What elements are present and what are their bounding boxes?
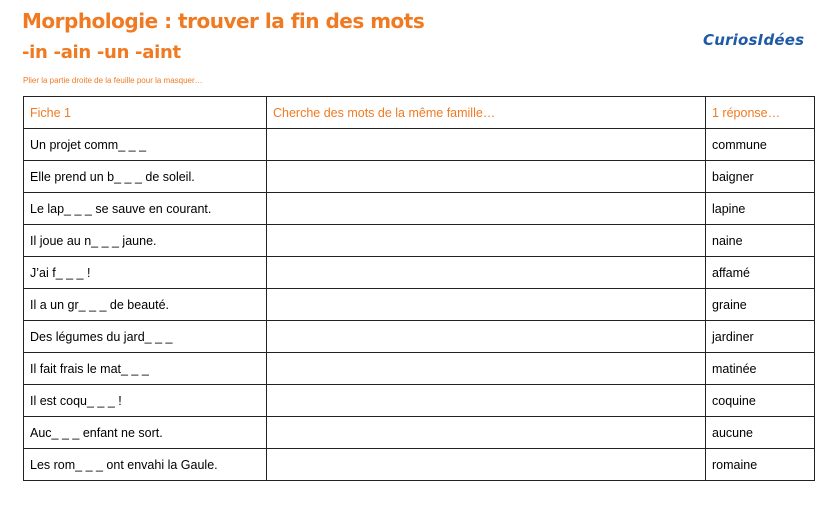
word-family-cell <box>267 193 706 225</box>
table-row <box>24 321 815 353</box>
table-row <box>24 225 815 257</box>
word-family-cell <box>267 385 706 417</box>
table-row <box>24 129 815 161</box>
word-family-cell <box>267 257 706 289</box>
sentence-cell: Le lap_ _ _ se sauve en courant. <box>24 193 267 225</box>
header-word-family: Cherche des mots de la même famille… <box>267 97 706 129</box>
answer-cell: romaine <box>706 449 815 481</box>
answer-cell: jardiner <box>706 321 815 353</box>
sentence-cell: Des légumes du jard_ _ _ <box>24 321 267 353</box>
sentence-cell: Les rom_ _ _ ont envahi la Gaule. <box>24 449 267 481</box>
table-row <box>24 417 815 449</box>
table-row <box>24 193 815 225</box>
page-subtitle: -in -ain -un -aint <box>22 42 181 63</box>
word-family-cell <box>267 321 706 353</box>
instruction-text: Plier la partie droite de la feuille pour la masquer… <box>23 76 203 85</box>
table-row <box>24 289 815 321</box>
sentence-cell: Un projet comm_ _ _ <box>24 129 267 161</box>
answer-cell: matinée <box>706 353 815 385</box>
answer-cell: aucune <box>706 417 815 449</box>
table-row <box>24 449 815 481</box>
table-row <box>24 161 815 193</box>
word-family-cell <box>267 417 706 449</box>
sentence-cell: Il est coqu_ _ _ ! <box>24 385 267 417</box>
answer-cell: affamé <box>706 257 815 289</box>
answer-cell: lapine <box>706 193 815 225</box>
word-family-cell <box>267 449 706 481</box>
header-sheet-number: Fiche 1 <box>24 97 267 129</box>
table-row <box>24 353 815 385</box>
sentence-cell: Il joue au n_ _ _ jaune. <box>24 225 267 257</box>
table-header-row <box>24 97 815 129</box>
word-family-cell <box>267 353 706 385</box>
answer-cell: graine <box>706 289 815 321</box>
answer-cell: coquine <box>706 385 815 417</box>
word-family-cell <box>267 129 706 161</box>
brand-logo: CuriosIdées <box>703 31 805 49</box>
worksheet-table <box>23 96 815 481</box>
answer-cell: commune <box>706 129 815 161</box>
answer-cell: baigner <box>706 161 815 193</box>
answer-cell: naine <box>706 225 815 257</box>
page-title: Morphologie : trouver la fin des mots <box>22 9 425 33</box>
sentence-cell: Elle prend un b_ _ _ de soleil. <box>24 161 267 193</box>
word-family-cell <box>267 161 706 193</box>
sentence-cell: Il a un gr_ _ _ de beauté. <box>24 289 267 321</box>
header-answer: 1 réponse… <box>706 97 815 129</box>
word-family-cell <box>267 289 706 321</box>
sentence-cell: Auc_ _ _ enfant ne sort. <box>24 417 267 449</box>
table-row <box>24 385 815 417</box>
table-row <box>24 257 815 289</box>
word-family-cell <box>267 225 706 257</box>
sentence-cell: J’ai f_ _ _ ! <box>24 257 267 289</box>
sentence-cell: Il fait frais le mat_ _ _ <box>24 353 267 385</box>
